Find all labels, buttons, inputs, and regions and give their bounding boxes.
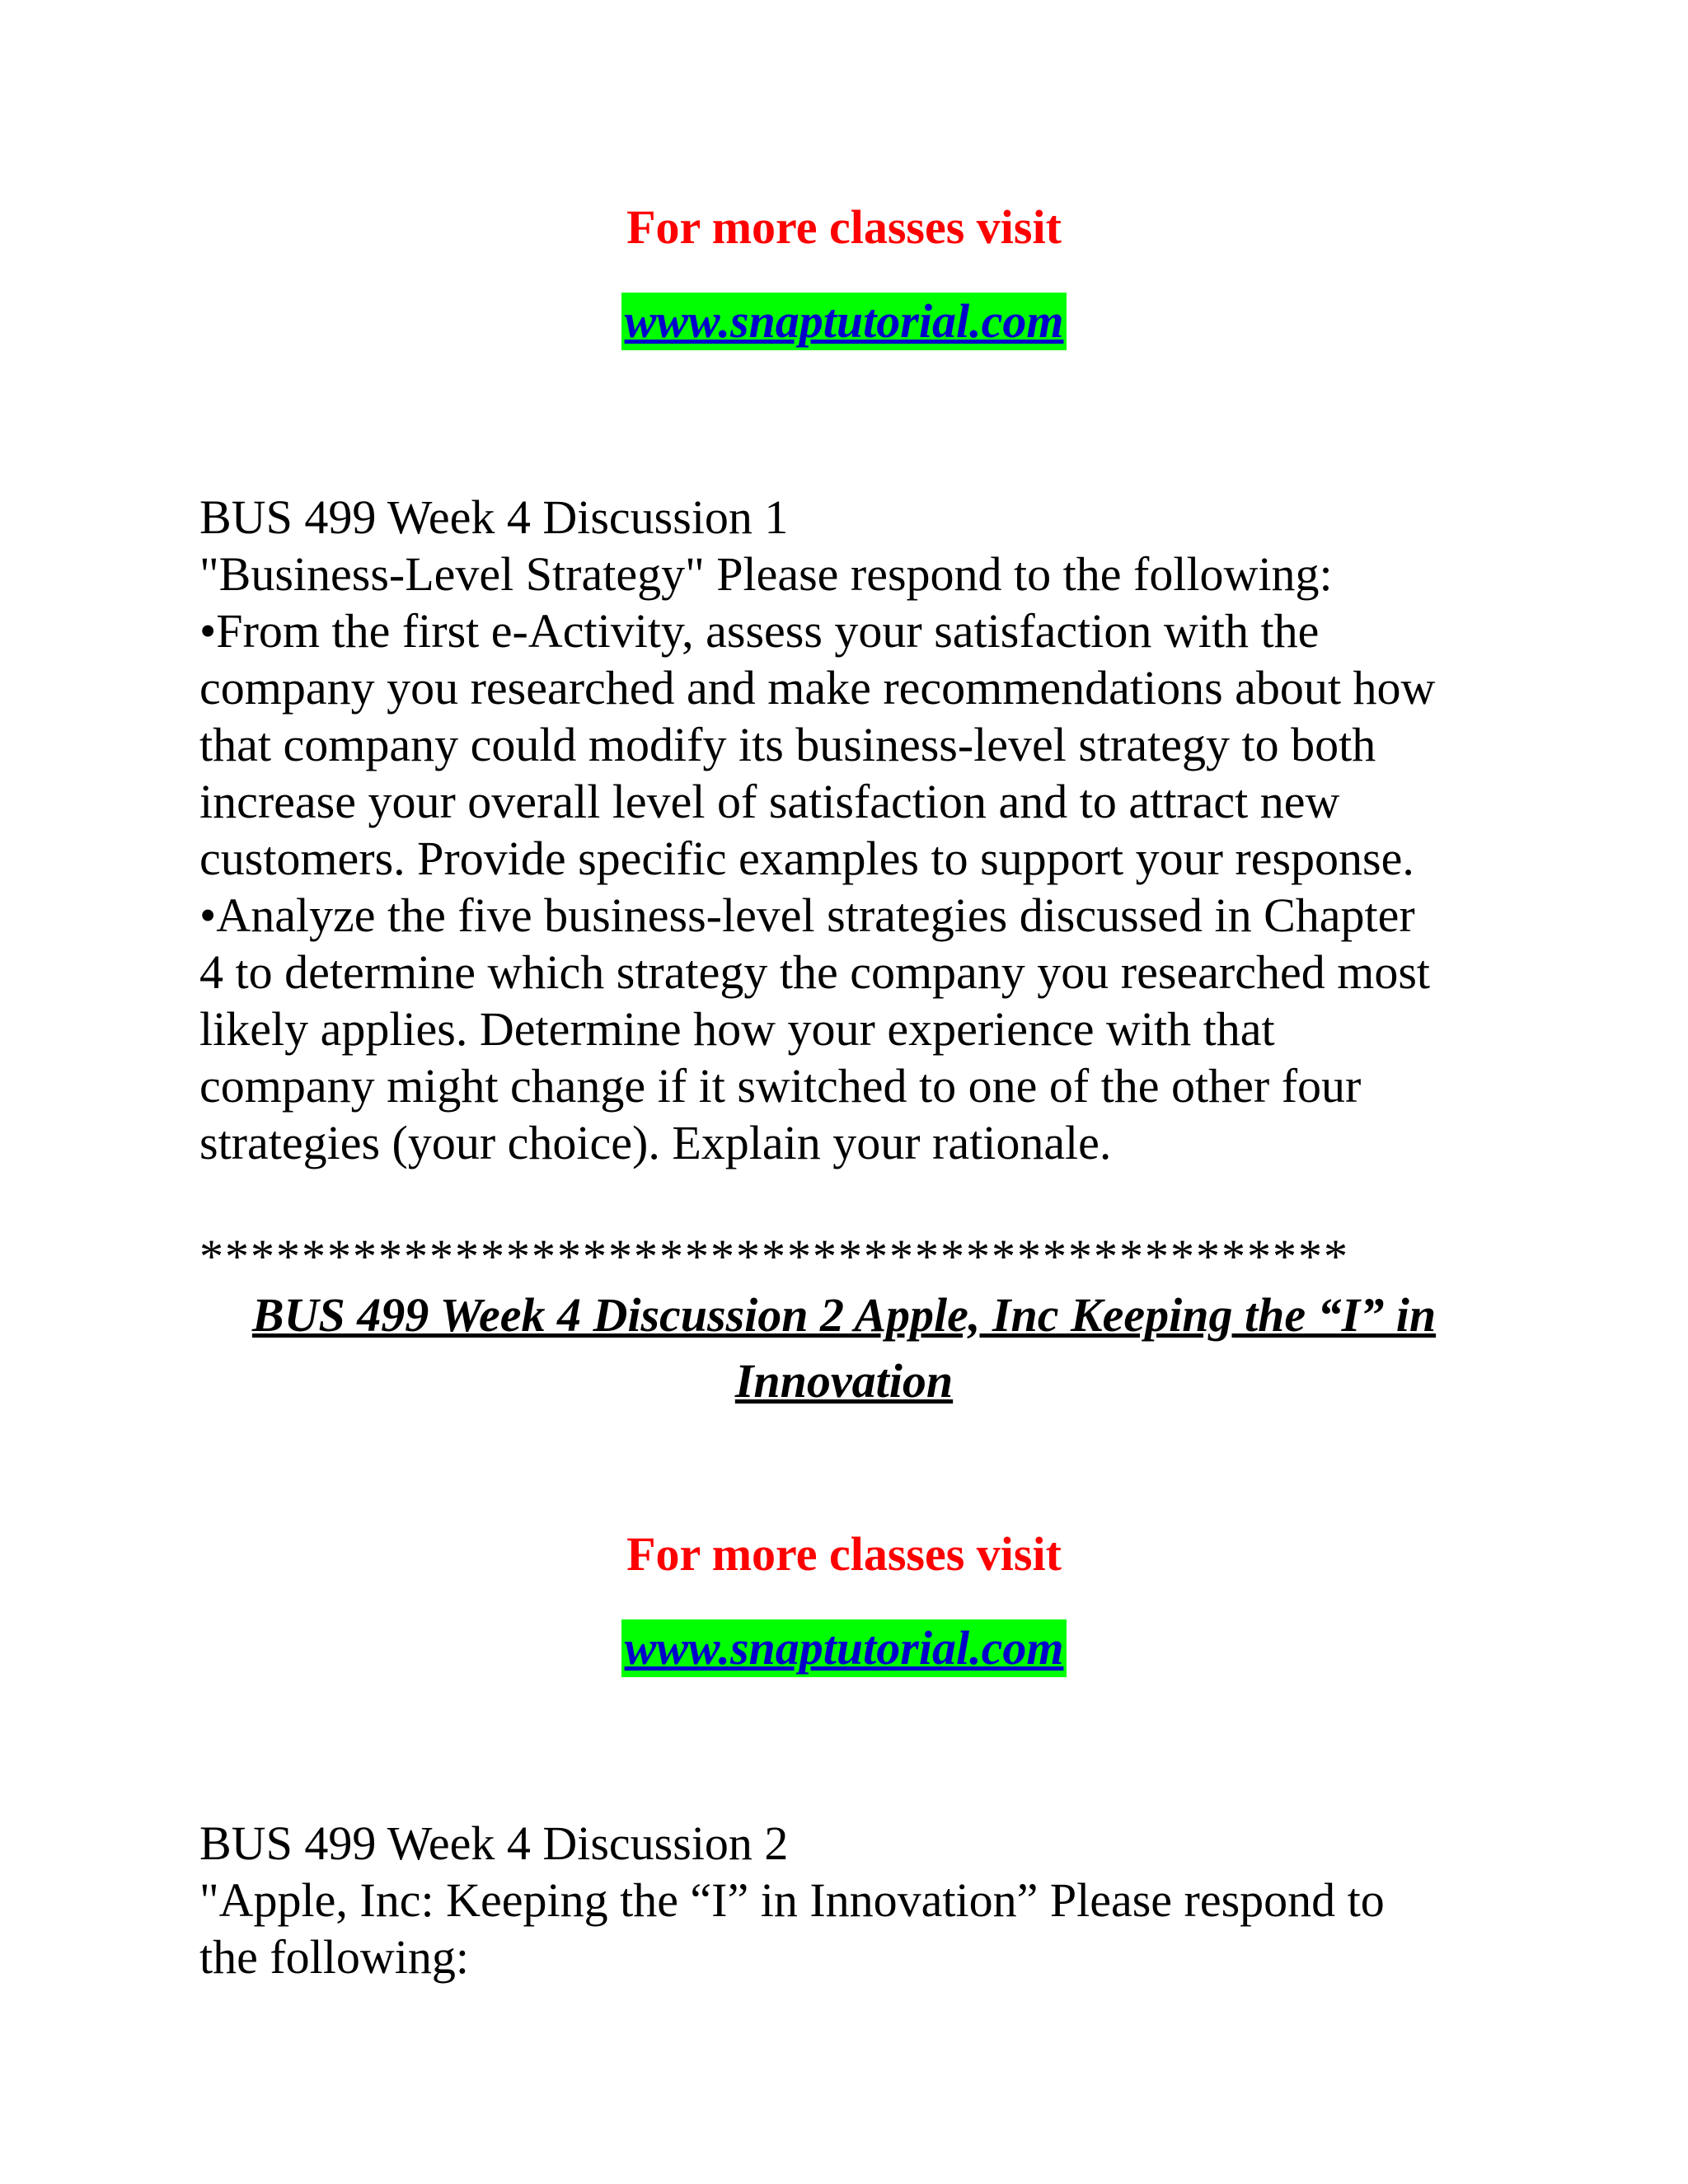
section-1-line: strategies (your choice). Explain your rationale. [199,1116,1112,1169]
asterisk-divider: ********************************************* [199,1230,1349,1283]
section-1-line: company might change if it switched to one of the other four [199,1059,1362,1113]
discussion-2-subtitle-line-2: Innovation [734,1354,954,1408]
section-1-line: •From the first e-Activity, assess your satisfaction with the [199,604,1320,658]
promo-link-container-top [0,293,1688,350]
section-1 [199,489,1485,1171]
section-2-title: BUS 499 Week 4 Discussion 2 [199,1816,789,1870]
promo-link-container-bottom [0,1619,1688,1677]
section-1-line: "Business-Level Strategy" Please respond to the following: [199,547,1333,601]
section-1-line: that company could modify its business-level strategy to both [199,718,1376,771]
section-1-line: •Analyze the five business-level strategies discussed in Chapter [199,888,1415,942]
section-2 [199,1815,1485,1985]
section-1-line: likely applies. Determine how your experience with that [199,1002,1275,1056]
section-2-line: "Apple, Inc: Keeping the “I” in Innovation” Please respond to [199,1873,1385,1927]
promo-heading-top: For more classes visit [626,200,1062,254]
discussion-2-subtitle-line-1: BUS 499 Week 4 Discussion 2 Apple, Inc Keeping the “I” in [251,1288,1437,1342]
section-1-line: increase your overall level of satisfaction and to attract new [199,775,1340,828]
section-2-line: the following: [199,1930,470,1984]
promo-link-bottom[interactable]: www.snaptutorial.com [621,1619,1067,1677]
section-1-title: BUS 499 Week 4 Discussion 1 [199,490,789,544]
section-1-line: company you researched and make recommendations about how [199,661,1436,715]
promo-heading-bottom: For more classes visit [626,1527,1062,1581]
section-1-line: customers. Provide specific examples to support your response. [199,832,1414,885]
promo-link-top[interactable]: www.snaptutorial.com [621,293,1067,350]
section-1-line: 4 to determine which strategy the company you researched most [199,945,1431,999]
